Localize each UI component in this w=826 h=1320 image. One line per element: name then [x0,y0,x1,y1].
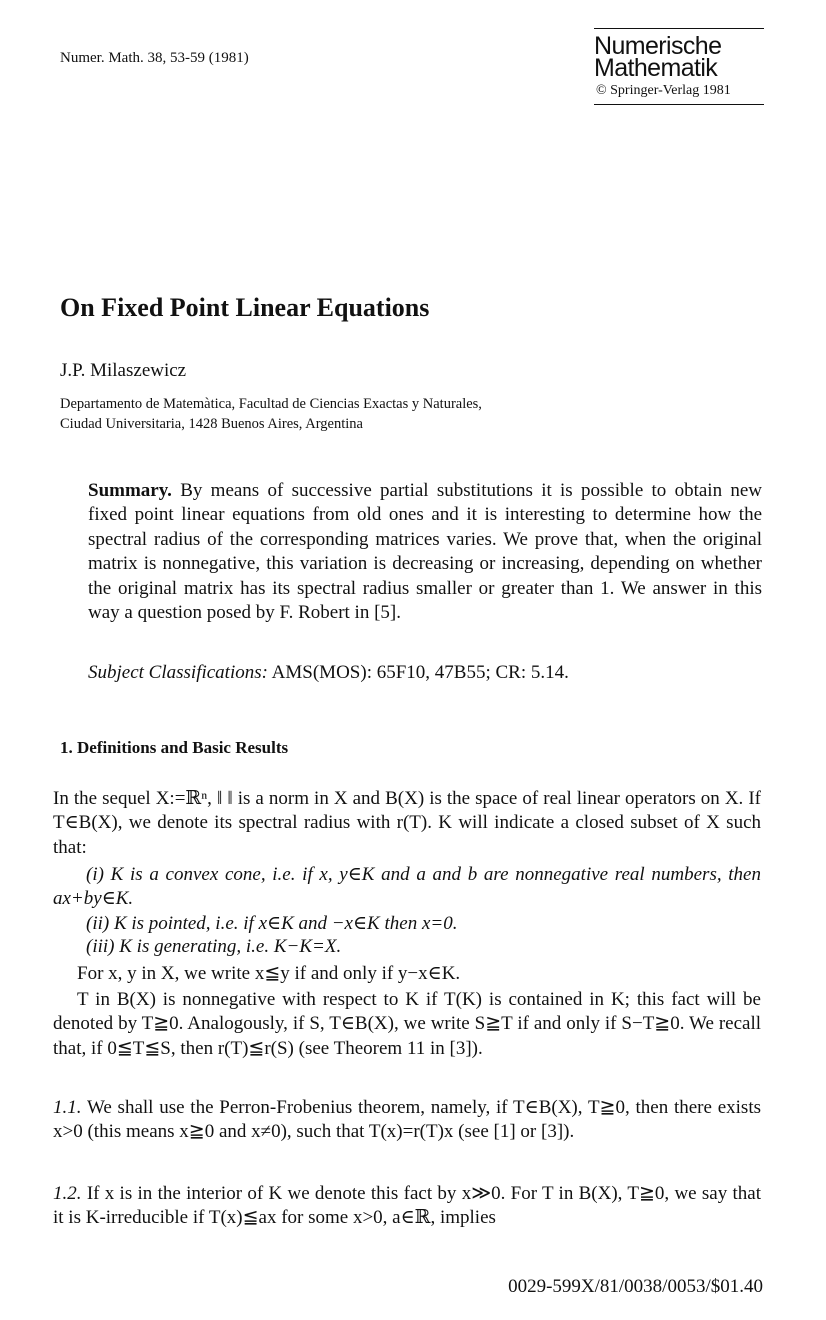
affiliation-line1: Departamento de Matemàtica, Facultad de Ciencias Exactas y Naturales, [60,396,482,412]
paragraph-number-1-2: 1.2. [53,1183,82,1204]
subject-text: AMS(MOS): 65F10, 47B55; CR: 5.14. [271,662,569,683]
summary-paragraph [88,479,762,625]
journal-name-line2: Mathematik [594,54,718,82]
paragraph-perron-frobenius-text: We shall use the Perron-Frobenius theorem, namely, if T∈B(X), T≧0, then there exists x>0 (this means x≧0 and x≠0), such that T(x)=r(T)x (see [1] or [3]). [53,1097,761,1143]
journal-name-line1: Numerische [594,32,722,60]
summary-label: Summary. [88,480,172,501]
masthead-top-rule [594,28,764,29]
paragraph-number-1-1: 1.1. [53,1097,82,1118]
condition-ii: (ii) K is pointed, i.e. if x∈K and −x∈K then x=0. [86,913,458,934]
affiliation-line2: Ciudad Universitaria, 1428 Buenos Aires, Argentina [60,416,363,432]
paragraph-nonnegative: T in B(X) is nonnegative with respect to K if T(K) is contained in K; this fact will be denoted by T≧0. Analogously, if S, T∈B(X), we write S≧T if and only if S−T≧0. We recall that, if 0≦T≦S, then r(T)≦r(S) (see Theorem 11 in [3]). [53,989,761,1059]
journal-masthead [594,28,764,105]
paragraph-perron-frobenius [53,1096,761,1145]
paragraph-irreducible [53,1182,761,1231]
paragraph-sequel: In the sequel X:=ℝⁿ, ‖ ‖ is a norm in X and B(X) is the space of real linear operators on X. If T∈B(X), we denote its spectral radius with r(T). K will indicate a closed subset of X such that: [53,788,761,858]
condition-iii: (iii) K is generating, i.e. K−K=X. [86,936,342,957]
author: J.P. Milaszewicz [60,360,187,381]
paper-title: On Fixed Point Linear Equations [60,293,430,322]
journal-name [594,32,764,82]
affiliation [60,394,482,434]
paragraph-irreducible-text: If x is in the interior of K we denote this fact by x≫0. For T in B(X), T≧0, we say that it is K-irreducible if T(x)≦ax for some x>0, a∈ℝ, implies [53,1183,762,1229]
paragraph-order: For x, y in X, we write x≦y if and only if y−x∈K. [77,963,461,984]
condition-i: (i) K is a convex cone, i.e. if x, y∈K and a and b are nonnegative real numbers, then ax+by∈K. [53,864,761,910]
masthead-bottom-rule [594,104,764,105]
copyright: © Springer-Verlag 1981 [596,83,731,98]
footer-code: 0029-599X/81/0038/0053/$01.40 [508,1276,763,1297]
section-heading: 1. Definitions and Basic Results [60,738,289,757]
subject-classifications [88,662,569,684]
summary-text: By means of successive partial substitutions it is possible to obtain new fixed point linear equations from old ones and it is interesting to determine how the spectral radius of the corresponding matrices varies. We prove that, when the original matrix is nonnegative, this variation is decreasing or increasing, depending on whether the original matrix has its spectral radius smaller or greater than 1. We answer in this way a question posed by F. Robert in [5]. [88,480,762,624]
subject-label: Subject Classifications: [88,662,268,683]
journal-citation: Numer. Math. 38, 53-59 (1981) [60,50,249,66]
